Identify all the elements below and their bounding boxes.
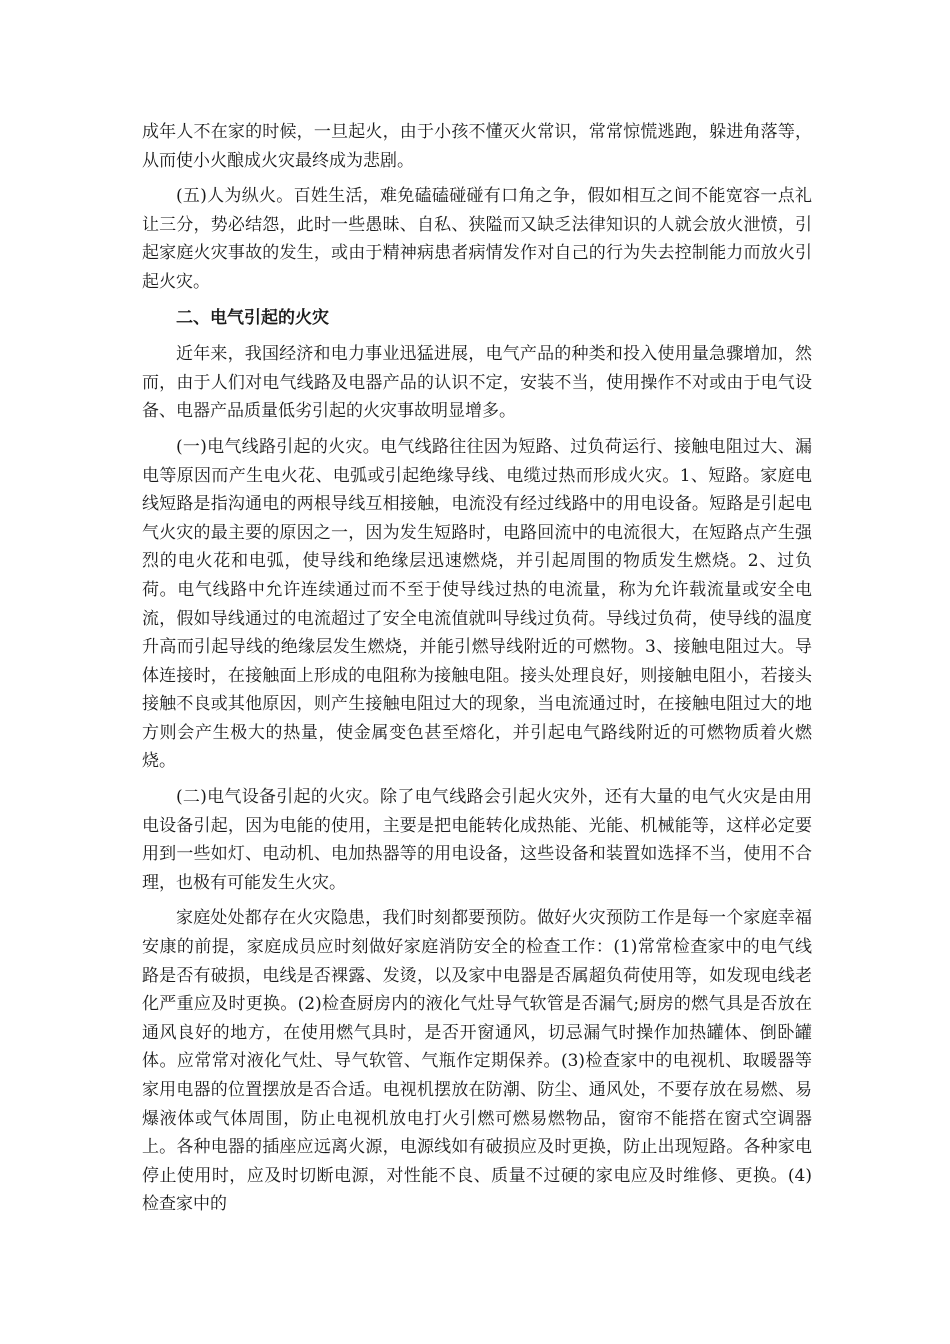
- paragraph-arson: (五)人为纵火。百姓生活，难免磕磕碰碰有口角之争，假如相互之间不能宽容一点礼让三分，势必结怨，此时一些愚昧、自私、狭隘而又缺乏法律知识的人就会放火泄愤，引起家庭火灾事故的发生，或由于精神病患者病情发作对自己的行为失去控制能力而放火引起火灾。: [142, 186, 812, 292]
- paragraph-continuation: 成年人不在家的时候，一旦起火，由于小孩不懂灭火常识，常常惊慌逃跑，躲进角落等，从而使小火酿成火灾最终成为悲剧。: [142, 122, 812, 171]
- document-page: [142, 118, 812, 1226]
- paragraph-wiring-fires: (一)电气线路引起的火灾。电气线路往往因为短路、过负荷运行、接触电阻过大、漏电等原因而产生电火花、电弧或引起绝缘导线、电缆过热而形成火灾。1、短路。家庭电线短路是指沟通电的两根导线互相接触，电流没有经过线路中的用电设备。短路是引起电气火灾的最主要的原因之一，因为发生短路时，电路回流中的电流很大，在短路点产生强烈的电火花和电弧，使导线和绝缘层迅速燃烧，并引起周围的物质发生燃烧。2、过负荷。电气线路中允许连续通过而不至于使导线过热的电流量，称为允许载流量或安全电流，假如导线通过的电流超过了安全电流值就叫导线过负荷。导线过负荷，使导线的温度升高而引起导线的绝缘层发生燃烧，并能引燃导线附近的可燃物。3、接触电阻过大。导体连接时，在接触面上形成的电阻称为接触电阻。接头处理良好，则接触电阻小，若接头接触不良或其他原因，则产生接触电阻过大的现象，当电流通过时，在接触电阻过大的地方则会产生极大的热量，使金属变色甚至熔化，并引起电气路线附近的可燃物质着火燃烧。: [142, 436, 812, 772]
- section-heading: 二、电气引起的火灾: [176, 307, 329, 328]
- paragraph-intro: 近年来，我国经济和电力事业迅猛进展，电气产品的种类和投入使用量急骤增加，然而，由于人们对电气线路及电器产品的认识不定，安装不当，使用操作不对或由于电气设备、电器产品质量低劣引起的火灾事故明显增多。: [142, 344, 812, 422]
- paragraph-equipment-fires: (二)电气设备引起的火灾。除了电气线路会引起火灾外，还有大量的电气火灾是由用电设备引起，因为电能的使用，主要是把电能转化成热能、光能、机械能等，这样必定要用到一些如灯、电动机、电加热器等的用电设备，这些设备和装置如选择不当，使用不合理，也极有可能发生火灾。: [142, 787, 812, 893]
- paragraph-prevention: 家庭处处都存在火灾隐患，我们时刻都要预防。做好火灾预防工作是每一个家庭幸福安康的前提，家庭成员应时刻做好家庭消防安全的检查工作：(1)常常检查家中的电气线路是否有破损，电线是否裸露、发烫，以及家中电器是否属超负荷使用等，如发现电线老化严重应及时更换。(2)检查厨房内的液化气灶导气软管是否漏气;厨房的燃气具是否放在通风良好的地方，在使用燃气具时，是否开窗通风，切忌漏气时操作加热罐体、倒卧罐体。应常常对液化气灶、导气软管、气瓶作定期保养。(3)检查家中的电视机、取暖器等家用电器的位置摆放是否合适。电视机摆放在防潮、防尘、通风处，不要存放在易燃、易爆液体或气体周围，防止电视机放电打火引燃可燃易燃物品，窗帘不能搭在窗式空调器上。各种电器的插座应远离火源，电源线如有破损应及时更换，防止出现短路。各种家电停止使用时，应及时切断电源，对性能不良、质量不过硬的家电应及时维修、更换。(4)检查家中的: [142, 908, 812, 1215]
